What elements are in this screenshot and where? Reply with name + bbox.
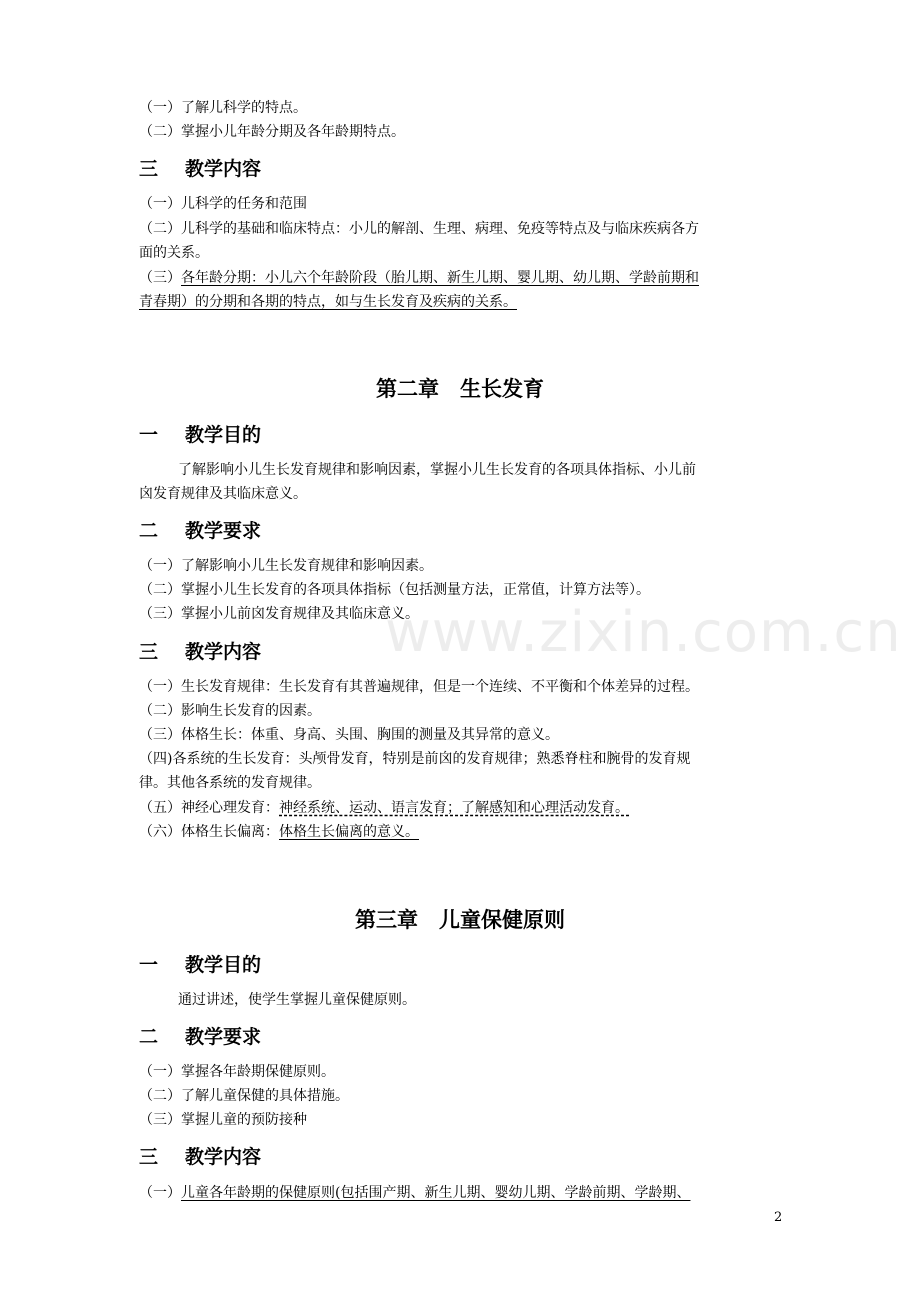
content-item-3: （三）体格生长：体重、身高、头围、胸围的测量及其异常的意义。 [139,727,559,743]
chapter-title: 第二章 生长发育 [376,377,544,401]
section-number: 三 [139,641,159,663]
content-item-2: （二）影响生长发育的因素。 [139,703,321,719]
section-number: 一 [139,424,159,446]
underlined-text: 各年龄分期：小儿六个年龄阶段（胎儿期、新生儿期、婴儿期、幼儿期、学龄前期和 [181,270,699,286]
section-heading-goal [139,423,261,447]
content-item-4-line1: （四)各系统的生长发育：头颅骨发育，特别是前囟的发育规律；熟悉脊柱和腕骨的发育规 [139,751,691,767]
content-item-5 [139,799,629,817]
content-item-6 [139,823,419,841]
section-title: 教学内容 [185,158,262,180]
section-heading-content [139,1145,261,1169]
section-title: 教学要求 [185,520,262,542]
section-number: 二 [139,1026,159,1048]
requirement-item-3: （三）掌握儿童的预防接种 [139,1112,307,1128]
requirement-item-1: （一）掌握各年龄期保健原则。 [139,1064,335,1080]
section-heading-content [139,640,261,664]
item-prefix: （五）神经心理发育： [139,800,279,816]
goal-text: 通过讲述，使学生掌握儿童保健原则。 [178,992,416,1008]
item-prefix: （一） [139,1185,181,1201]
section-title: 教学目的 [185,424,262,446]
goal-text-line2: 囟发育规律及其临床意义。 [139,486,307,502]
content-item-2-line2: 面的关系。 [139,245,209,261]
section-title: 教学目的 [185,954,262,976]
underlined-text: 儿童各年龄期的保健原则(包括围产期、新生儿期、婴幼儿期、学龄前期、学龄期、 [181,1185,691,1201]
intro-item-2: （二）掌握小儿年龄分期及各年龄期特点。 [139,124,405,140]
content-item-1: （一）儿科学的任务和范围 [139,196,307,212]
requirement-item-2: （二）了解儿童保健的具体措施。 [139,1088,349,1104]
section-number: 二 [139,520,159,542]
content-item-1: （一）生长发育规律：生长发育有其普遍规律，但是一个连续、不平衡和个体差异的过程。 [139,679,699,695]
section-number: 三 [139,1146,159,1168]
requirement-item-1: （一）了解影响小儿生长发育规律和影响因素。 [139,558,433,574]
underlined-text: 青春期）的分期和各期的特点，如与生长发育及疾病的关系。 [139,294,517,310]
section-heading-goal [139,953,261,977]
requirement-item-2: （二）掌握小儿生长发育的各项具体指标（包括测量方法，正常值，计算方法等）。 [139,582,650,598]
section-heading-requirements [139,1025,261,1049]
underlined-text: 神经系统、运动、语言发育；了解感知和心理活动发育。 [279,800,629,816]
content-item-4-line2: 律。其他各系统的发育规律。 [139,775,321,791]
section-title: 教学内容 [185,1146,262,1168]
chapter-title: 第三章 儿童保健原则 [355,908,565,932]
section-heading-content [139,157,261,181]
section-title: 教学要求 [185,1026,262,1048]
content-item-3-line2 [139,293,517,311]
goal-text-line1: 了解影响小儿生长发育规律和影响因素，掌握小儿生长发育的各项具体指标、小儿前 [178,462,696,478]
requirement-item-3: （三）掌握小儿前囟发育规律及其临床意义。 [139,606,419,622]
page-number: 2 [774,1210,783,1225]
content-item-3-line1 [139,269,699,287]
item-prefix: （三） [139,270,181,286]
content-item-2-line1: （二）儿科学的基础和临床特点：小儿的解剖、生理、病理、免疫等特点及与临床疾病各方 [139,221,699,237]
intro-item-1: （一）了解儿科学的特点。 [139,100,307,116]
content-item-1 [139,1184,690,1202]
section-title: 教学内容 [185,641,262,663]
underlined-text: 体格生长偏离的意义。 [279,824,419,840]
item-prefix: （六）体格生长偏离： [139,824,279,840]
section-heading-requirements [139,519,261,543]
section-number: 三 [139,158,159,180]
section-number: 一 [139,954,159,976]
watermark: www.zixin.com.cn [385,600,902,665]
